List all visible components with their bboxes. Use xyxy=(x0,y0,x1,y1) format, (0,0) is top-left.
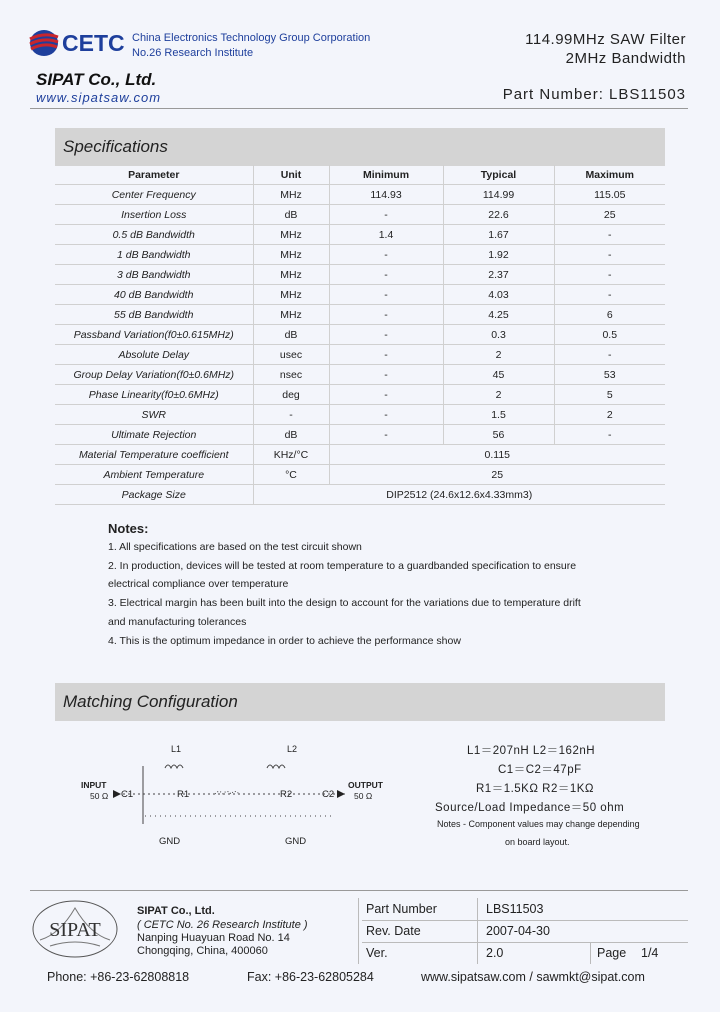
table-cell: 25 xyxy=(554,205,665,225)
table-row xyxy=(55,345,665,365)
table-row xyxy=(55,225,665,245)
header-divider xyxy=(30,108,688,109)
cetc-logo-text: CETC xyxy=(62,30,125,56)
table-cell: 53 xyxy=(554,365,665,385)
table-cell: 5 xyxy=(554,385,665,405)
table-cell: Group Delay Variation(f0±0.6MHz) xyxy=(55,365,253,385)
r1-label: R1 xyxy=(177,789,190,800)
table-cell: 2 xyxy=(443,345,554,365)
table-header-row xyxy=(55,165,665,185)
input-impedance: 50 Ω xyxy=(90,791,109,801)
seal-text: SIPAT xyxy=(49,919,101,941)
table-cell: - xyxy=(554,265,665,285)
table-cell: dB xyxy=(253,325,329,345)
table-cell: usec xyxy=(253,345,329,365)
table-cell: Material Temperature coefficient xyxy=(55,445,253,465)
column-header: Maximum xyxy=(554,165,665,185)
note-line: and manufacturing tolerances xyxy=(108,616,247,628)
footer-row-line xyxy=(362,942,688,943)
note-line: electrical compliance over temperature xyxy=(108,578,289,590)
table-cell: 55 dB Bandwidth xyxy=(55,305,253,325)
specifications-title: Specifications xyxy=(63,137,168,156)
footer-part-value: LBS11503 xyxy=(486,902,544,916)
table-cell: 114.99 xyxy=(443,185,554,205)
table-row xyxy=(55,305,665,325)
l2-label: L2 xyxy=(287,744,298,754)
table-cell: Ultimate Rejection xyxy=(55,425,253,445)
table-cell: 0.5 dB Bandwidth xyxy=(55,225,253,245)
table-cell: nsec xyxy=(253,365,329,385)
table-cell: SWR xyxy=(55,405,253,425)
ambient-row xyxy=(55,465,665,485)
matching-header xyxy=(55,683,665,721)
footer-rev-label: Rev. Date xyxy=(366,924,421,938)
footer-ver-label: Ver. xyxy=(366,946,388,960)
product-subtitle: 2MHz Bandwidth xyxy=(565,50,686,67)
table-cell: - xyxy=(329,345,443,365)
package-row xyxy=(55,485,665,505)
footer-page-label: Page xyxy=(597,946,627,960)
table-cell: - xyxy=(329,385,443,405)
footer-part-label: Part Number xyxy=(366,902,437,916)
resistor-values: R1＝1.5KΩ R2＝1KΩ xyxy=(476,783,595,795)
institute-line2: No.26 Research Institute xyxy=(132,47,254,59)
table-cell: - xyxy=(554,425,665,445)
c1-label: C1 xyxy=(121,789,134,800)
c2-label: C2 xyxy=(322,789,335,800)
table-cell: MHz xyxy=(253,285,329,305)
column-header: Typical xyxy=(443,165,554,185)
footer-cetc: ( CETC No. 26 Research Institute ) xyxy=(137,919,308,931)
table-row xyxy=(55,265,665,285)
table-cell: - xyxy=(329,425,443,445)
institute-line1: China Electronics Technology Group Corporation xyxy=(132,32,371,44)
output-label: OUTPUT xyxy=(348,780,383,790)
website-link[interactable]: www.sipatsaw.com xyxy=(36,90,162,105)
table-row xyxy=(55,385,665,405)
footer-phone: Phone: +86-23-62808818 xyxy=(47,970,190,984)
r2-label: R2 xyxy=(280,789,293,800)
capacitor-values: C1＝C2＝47pF xyxy=(498,764,582,776)
table-cell: 2 xyxy=(443,385,554,405)
table-cell: 0.115 xyxy=(329,445,665,465)
table-row xyxy=(55,205,665,225)
table-cell: 0.5 xyxy=(554,325,665,345)
table-cell: 3 dB Bandwidth xyxy=(55,265,253,285)
footer-company: SIPAT Co., Ltd. xyxy=(137,905,215,917)
component-note-2: on board layout. xyxy=(505,837,570,847)
specifications-table xyxy=(55,165,665,505)
matching-title: Matching Configuration xyxy=(63,692,238,711)
table-cell: Ambient Temperature xyxy=(55,465,253,485)
table-cell: - xyxy=(329,285,443,305)
table-row xyxy=(55,365,665,385)
table-cell: °C xyxy=(253,465,329,485)
table-cell: - xyxy=(329,245,443,265)
table-cell: dB xyxy=(253,425,329,445)
table-cell: 0.3 xyxy=(443,325,554,345)
table-cell: 2.37 xyxy=(443,265,554,285)
cetc-logo-icon xyxy=(28,28,60,58)
table-cell: 4.25 xyxy=(443,305,554,325)
note-line: 3. Electrical margin has been built into the design to account for the variations due to temperature drift xyxy=(108,597,581,609)
table-cell: - xyxy=(329,365,443,385)
table-cell: 114.93 xyxy=(329,185,443,205)
gnd-label-1: GND xyxy=(159,836,181,847)
inductor-values: L1＝207nH L2＝162nH xyxy=(467,745,596,757)
table-cell: 1.67 xyxy=(443,225,554,245)
table-cell: 4.03 xyxy=(443,285,554,305)
table-cell: 2 xyxy=(554,405,665,425)
table-cell: Center Frequency xyxy=(55,185,253,205)
footer-fax: Fax: +86-23-62805284 xyxy=(247,970,374,984)
table-cell: MHz xyxy=(253,185,329,205)
note-line: 1. All specifications are based on the test circuit shown xyxy=(108,541,362,553)
tc-row xyxy=(55,445,665,465)
table-cell: MHz xyxy=(253,225,329,245)
table-cell: DIP2512 (24.6x12.6x4.33mm3) xyxy=(253,485,665,505)
table-cell: Absolute Delay xyxy=(55,345,253,365)
table-cell: 1.4 xyxy=(329,225,443,245)
table-cell: MHz xyxy=(253,305,329,325)
l1-label: L1 xyxy=(171,744,182,754)
sipat-seal-icon xyxy=(30,898,120,960)
table-cell: 1.92 xyxy=(443,245,554,265)
specifications-header xyxy=(55,128,665,166)
table-cell: Package Size xyxy=(55,485,253,505)
notes-title: Notes: xyxy=(108,521,149,536)
table-row xyxy=(55,425,665,445)
footer-web-mail[interactable]: www.sipatsaw.com / sawmkt@sipat.com xyxy=(421,970,645,984)
table-row xyxy=(55,285,665,305)
table-cell: 1.5 xyxy=(443,405,554,425)
footer-address2: Chongqing, China, 400060 xyxy=(137,945,268,957)
table-cell: - xyxy=(253,405,329,425)
footer-separator xyxy=(590,942,591,964)
table-cell: KHz/°C xyxy=(253,445,329,465)
table-cell: 22.6 xyxy=(443,205,554,225)
column-header: Parameter xyxy=(55,165,253,185)
impedance-value: Source/Load Impedance＝50 ohm xyxy=(435,802,625,814)
table-cell: MHz xyxy=(253,265,329,285)
footer-separator xyxy=(477,898,478,964)
table-cell: MHz xyxy=(253,245,329,265)
column-header: Minimum xyxy=(329,165,443,185)
table-row xyxy=(55,245,665,265)
table-cell: Passband Variation(f0±0.615MHz) xyxy=(55,325,253,345)
table-cell: 6 xyxy=(554,305,665,325)
output-impedance: 50 Ω xyxy=(354,791,373,801)
table-cell: 45 xyxy=(443,365,554,385)
footer-ver-value: 2.0 xyxy=(486,946,504,960)
note-line: 4. This is the optimum impedance in order to achieve the performance show xyxy=(108,635,461,647)
table-cell: deg xyxy=(253,385,329,405)
part-number-header: Part Number: LBS11503 xyxy=(502,86,686,103)
table-cell: 25 xyxy=(329,465,665,485)
company-name: SIPAT Co., Ltd. xyxy=(36,70,157,89)
table-cell: 1 dB Bandwidth xyxy=(55,245,253,265)
table-row xyxy=(55,325,665,345)
table-cell: - xyxy=(554,345,665,365)
table-cell: Insertion Loss xyxy=(55,205,253,225)
table-cell: 56 xyxy=(443,425,554,445)
input-label: INPUT xyxy=(81,780,107,790)
table-cell: - xyxy=(554,225,665,245)
table-cell: - xyxy=(329,265,443,285)
table-cell: - xyxy=(329,325,443,345)
footer-page-value: 1/4 xyxy=(641,946,659,960)
table-cell: - xyxy=(554,285,665,305)
footer-address1: Nanping Huayuan Road No. 14 xyxy=(137,932,290,944)
table-cell: - xyxy=(329,205,443,225)
table-cell: - xyxy=(329,305,443,325)
table-row xyxy=(55,405,665,425)
footer-divider xyxy=(30,890,688,891)
table-row xyxy=(55,185,665,205)
table-cell: Phase Linearity(f0±0.6MHz) xyxy=(55,385,253,405)
gnd-label-2: GND xyxy=(285,836,307,847)
product-title: 114.99MHz SAW Filter xyxy=(525,31,686,48)
table-cell: dB xyxy=(253,205,329,225)
table-cell: 40 dB Bandwidth xyxy=(55,285,253,305)
footer-rev-value: 2007-04-30 xyxy=(486,924,550,938)
footer-row-line xyxy=(362,920,688,921)
column-header: Unit xyxy=(253,165,329,185)
table-cell: 115.05 xyxy=(554,185,665,205)
footer-separator xyxy=(358,898,359,964)
table-cell: - xyxy=(554,245,665,265)
table-cell: - xyxy=(329,405,443,425)
note-line: 2. In production, devices will be tested at room temperature to a guardbanded specification to ensure xyxy=(108,560,577,572)
component-note-1: Notes - Component values may change depending xyxy=(437,819,640,829)
